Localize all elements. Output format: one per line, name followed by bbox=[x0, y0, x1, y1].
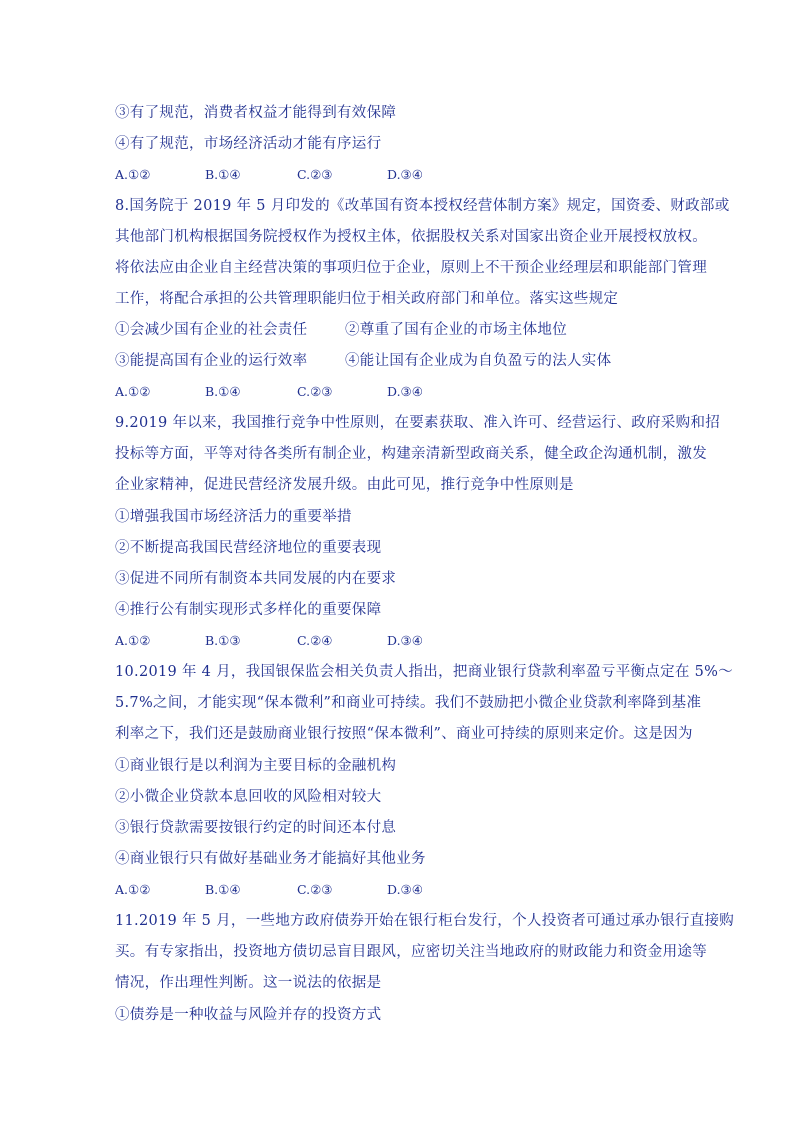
q9-item-4: ④推行公有制实现形式多样化的重要保障 bbox=[115, 602, 382, 618]
q11-stem-line: 买。有专家指出，投资地方债切忌盲目跟风，应密切关注当地政府的财政能力和资金用途等 bbox=[115, 944, 707, 960]
q8-stem-line: 工作，将配合承担的公共管理职能归位于相关政府部门和单位。落实这些规定 bbox=[115, 291, 619, 307]
q8-option-c: C.②③ bbox=[297, 384, 333, 399]
q8-item-1: ①会减少国有企业的社会责任 bbox=[115, 322, 308, 338]
q9-stem-line: 投标等方面，平等对待各类所有制企业，构建亲清新型政商关系，健全政企沟通机制，激发 bbox=[115, 446, 707, 462]
q9-item-3: ③促进不同所有制资本共同发展的内在要求 bbox=[115, 571, 397, 587]
q11-stem-line: 情况，作出理性判断。这一说法的依据是 bbox=[115, 975, 382, 991]
q8-item-3: ③能提高国有企业的运行效率 bbox=[115, 353, 308, 369]
q9-option-a: A.①② bbox=[115, 633, 151, 648]
q7-option-b: B.①④ bbox=[205, 167, 241, 182]
q7-option-c: C.②③ bbox=[297, 167, 333, 182]
q7-option-d: D.③④ bbox=[387, 167, 423, 182]
q10-option-d: D.③④ bbox=[387, 882, 423, 897]
q9-option-d: D.③④ bbox=[387, 633, 423, 648]
q11-item-1: ①债券是一种收益与风险并存的投资方式 bbox=[115, 1007, 382, 1023]
q8-option-a: A.①② bbox=[115, 384, 151, 399]
q9-item-2: ②不断提高我国民营经济地位的重要表现 bbox=[115, 540, 382, 556]
q7-option-a: A.①② bbox=[115, 167, 151, 182]
q8-item-4: ④能让国有企业成为自负盈亏的法人实体 bbox=[345, 353, 612, 369]
q8-option-b: B.①④ bbox=[205, 384, 241, 399]
q9-stem-line: 9.2019 年以来，我国推行竞争中性原则，在要素获取、准入许可、经营运行、政府采购和招 bbox=[115, 415, 721, 431]
q10-item-3: ③银行贷款需要按银行约定的时间还本付息 bbox=[115, 820, 397, 836]
q8-option-d: D.③④ bbox=[387, 384, 423, 399]
q9-option-c: C.②④ bbox=[297, 633, 333, 648]
q9-stem-line: 企业家精神，促进民营经济发展升级。由此可见，推行竞争中性原则是 bbox=[115, 477, 574, 493]
q8-item-2: ②尊重了国有企业的市场主体地位 bbox=[345, 322, 567, 338]
q11-stem-line: 11.2019 年 5 月，一些地方政府债券开始在银行柜台发行，个人投资者可通过承办银行直接购 bbox=[115, 913, 735, 929]
q10-item-4: ④商业银行只有做好基础业务才能搞好其他业务 bbox=[115, 851, 426, 867]
q8-items-row-2 bbox=[115, 351, 612, 371]
q8-stem-line: 其他部门机构根据国务院授权作为授权主体，依据股权关系对国家出资企业开展授权放权。 bbox=[115, 229, 707, 245]
q10-option-b: B.①④ bbox=[205, 882, 241, 897]
q10-stem-line: 5.7%之间，才能实现“保本微利”和商业可持续。我们不鼓励把小微企业贷款利率降到基准 bbox=[115, 695, 702, 711]
q10-item-1: ①商业银行是以利润为主要目标的金融机构 bbox=[115, 758, 397, 774]
q9-item-1: ①增强我国市场经济活力的重要举措 bbox=[115, 509, 352, 525]
q7-item-4: ④有了规范，市场经济活动才能有序运行 bbox=[115, 136, 382, 152]
q7-item-3: ③有了规范，消费者权益才能得到有效保障 bbox=[115, 105, 397, 121]
q10-option-a: A.①② bbox=[115, 882, 151, 897]
q10-stem-line: 10.2019 年 4 月，我国银保监会相关负责人指出，把商业银行贷款利率盈亏平衡点定在 5%～ bbox=[115, 664, 734, 680]
q10-stem-line: 利率之下，我们还是鼓励商业银行按照“保本微利”、商业可持续的原则来定价。这是因为 bbox=[115, 726, 693, 742]
q8-stem-line: 8.国务院于 2019 年 5 月印发的《改革国有资本授权经营体制方案》规定，国资委、财政部或 bbox=[115, 198, 730, 214]
q10-option-c: C.②③ bbox=[297, 882, 333, 897]
q8-items-row-1 bbox=[115, 320, 567, 340]
q10-item-2: ②小微企业贷款本息回收的风险相对较大 bbox=[115, 789, 382, 805]
q9-option-b: B.①③ bbox=[205, 633, 241, 648]
q8-stem-line: 将依法应由企业自主经营决策的事项归位于企业，原则上不干预企业经理层和职能部门管理 bbox=[115, 260, 707, 276]
